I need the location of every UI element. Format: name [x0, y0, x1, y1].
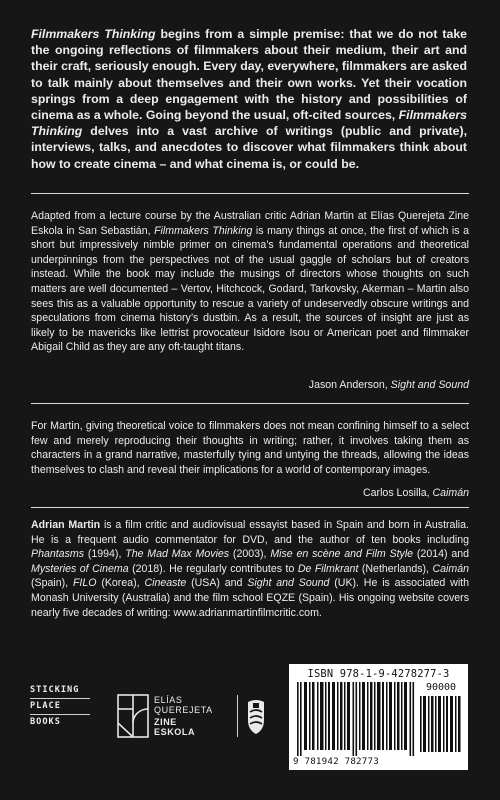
bio-text: (2003),	[229, 548, 271, 561]
bio-book-title: Mise en scène and Film Style	[270, 548, 414, 561]
publisher-logo-line: PLACE	[30, 698, 90, 714]
bio-text: is a film critic and audiovisual essayist based in Spain and born in Australia. He is a frequent audio commentator for DVD, and the author of ten books including	[31, 519, 469, 546]
publisher-logo-line: BOOKS	[30, 714, 90, 730]
intro-book-title-2: Filmmakers Thinking	[31, 108, 467, 139]
school-name-line: ELÍAS	[154, 695, 183, 705]
credit-publication: Sight and Sound	[390, 379, 469, 391]
sticking-place-books-logo	[30, 683, 90, 743]
divider-middle	[31, 403, 469, 404]
bio-text: (2018). He regularly contributes to	[128, 562, 298, 575]
isbn-label: ISBN 978-1-9-4278277-3	[307, 668, 450, 680]
review-anderson-text-1: Adapted from a lecture course by the Australian critic Adrian Martin at Elías Querejeta Zine Eskola in San Sebastián,	[31, 210, 469, 237]
intro-book-title: Filmmakers Thinking	[31, 27, 156, 41]
isbn-barcode	[289, 664, 468, 770]
divider-top	[31, 193, 469, 194]
intro-text-2: delves into a vast archive of writings (public and private), interviews, talks, and anecdotes to discover what filmmakers think about how to create cinema – and what cinema is, or could be.	[31, 124, 467, 171]
price-code-label: 90000	[425, 682, 457, 693]
basque-government-shield-icon	[245, 698, 267, 736]
review-losilla	[31, 419, 469, 477]
review-anderson-credit	[309, 378, 469, 392]
intro-text-1: begins from a simple premise: that we do not take the ongoing reflections of filmmakers about their medium, their art and their craft, seriously enough. Every day, everywhere, filmmakers are asked to talk mainly about themselves and their own works. Yet their vocation springs from a deep engagement with the history and possibilities of cinema as a whole. Going beyond the usual, oft-cited sources,	[31, 27, 468, 123]
eqze-logo	[116, 693, 234, 741]
bio-publication: FILO	[72, 577, 97, 590]
review-anderson-book-title: Filmmakers Thinking	[154, 224, 253, 237]
author-name: Adrian Martin	[31, 519, 101, 531]
credit-name: Jason Anderson,	[308, 379, 391, 391]
bio-publication: Cineaste	[144, 577, 187, 590]
author-bio	[31, 518, 469, 620]
bio-text: (1994),	[84, 548, 126, 561]
bio-text: (Netherlands),	[358, 562, 433, 575]
bio-publication: Sight and Sound	[247, 577, 330, 590]
credit-name: Carlos Losilla,	[363, 487, 433, 499]
divider-bottom	[31, 507, 469, 508]
bio-text: (Spain),	[31, 577, 73, 590]
bio-text: (Korea),	[96, 577, 145, 590]
school-name-line: ESKOLA	[154, 727, 196, 737]
bio-book-title: Mysteries of Cinema	[31, 562, 129, 575]
publisher-logo-line: STICKING	[30, 685, 80, 695]
credit-publication: Caimán	[432, 487, 469, 499]
eqze-mark-icon	[116, 693, 150, 739]
review-anderson	[31, 209, 469, 355]
school-name-line: ZINE	[154, 717, 177, 727]
addon-barcode-icon	[419, 696, 463, 752]
ean-barcode-icon	[297, 682, 415, 756]
bio-publication: De Filmkrant	[297, 562, 359, 575]
review-anderson-text-2: is many things at once, the first of which is a short but impressively nimble primer on cinema’s fundamental operations and theoretical underpinnings from the perspectives not of the usual gaggle of scholars but of creators instead. While the book may include the musings of directors whose thoughts on such matters are well documented – Vertov, Hitchcock, Godard, Tarkovsky, Akerman – Martin also sees this as a valuable opportunity to rescue a variety of undeservedly obscure writings and speculations from cinema history’s dustbin. As a result, the sources of insight are just as likely to be mavericks like lettrist provocateur Isidore Isou or American poet and filmmaker Abigail Child as they are any oft-taught titans.	[31, 224, 469, 354]
bio-publication: Caimán	[432, 562, 469, 575]
review-losilla-credit	[363, 486, 469, 500]
bio-book-title: The Mad Max Movies	[125, 548, 230, 561]
bio-text: (UK). He is associated with Monash University (Australia) and the film school EQZE (Spain). His ongoing website covers nearly five decades of writing: www.adrianmartinfilmcritic.com.	[31, 577, 470, 619]
ean-digits: 9 781942 782773	[293, 756, 379, 767]
review-losilla-text: For Martin, giving theoretical voice to filmmakers does not mean confining himself to a select few and merely reproducing their thoughts in writing; rather, it involves taking them as characters in a grand narrative, masterfully tying and untying the threads, allowing the ideas themselves to clash and reveal their implications for a world of contemporary images.	[31, 420, 469, 476]
intro-paragraph	[31, 26, 467, 172]
school-name-line: QUEREJETA	[154, 705, 213, 715]
logo-divider	[237, 695, 238, 737]
bio-book-title: Phantasms	[31, 548, 84, 561]
bio-text: (USA) and	[186, 577, 248, 590]
bio-text: (2014) and	[413, 548, 470, 561]
